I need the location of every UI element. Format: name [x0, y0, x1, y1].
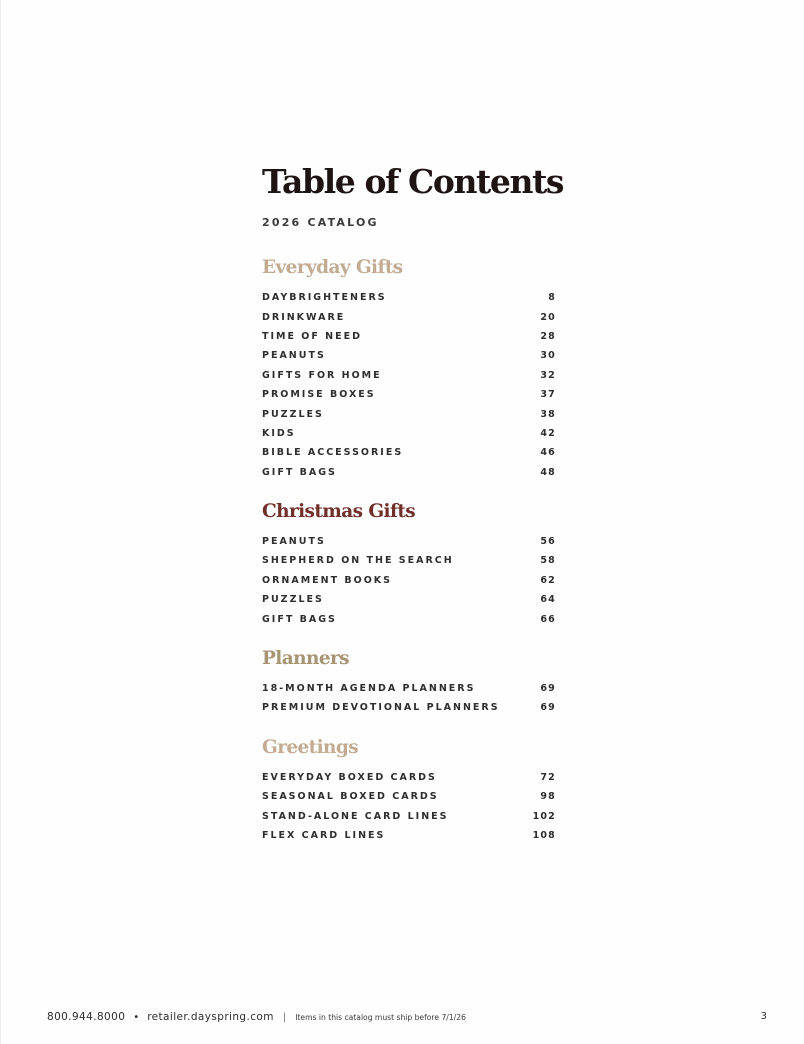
- section-christmas-gifts: [262, 500, 556, 629]
- entry-label: PUZZLES: [262, 408, 324, 420]
- entry-page-number: 38: [540, 408, 556, 420]
- entry-label: BIBLE ACCESSORIES: [262, 447, 404, 459]
- entry-list: [262, 288, 556, 482]
- entry-page-number: 20: [540, 311, 556, 323]
- footer-website: retailer.dayspring.com: [147, 1011, 274, 1023]
- entry-label: FLEX CARD LINES: [262, 830, 386, 841]
- entry-page-number: 64: [540, 594, 556, 606]
- toc-entry: [262, 679, 556, 698]
- toc-entry: [262, 698, 556, 717]
- entry-label: DAYBRIGHTENERS: [262, 292, 387, 304]
- section-heading: Everyday Gifts: [262, 257, 403, 278]
- entry-label: PROMISE BOXES: [262, 389, 376, 401]
- page-title: Table of Contents: [262, 162, 564, 201]
- entry-page-number: 102: [532, 810, 556, 822]
- page-edge: [0, 0, 1, 1044]
- footer-bullet: •: [133, 1011, 140, 1023]
- entry-label: SEASONAL BOXED CARDS: [262, 791, 439, 803]
- footer: [47, 1010, 466, 1024]
- entry-label: GIFT BAGS: [262, 466, 337, 478]
- entry-page-number: 62: [540, 574, 556, 586]
- entry-label: GIFT BAGS: [262, 613, 337, 625]
- entry-page-number: 46: [540, 447, 556, 459]
- entry-page-number: 28: [540, 330, 556, 342]
- entry-label: ORNAMENT BOOKS: [262, 574, 392, 586]
- footer-phone: 800.944.8000: [47, 1011, 126, 1023]
- toc-entry: [262, 404, 556, 423]
- entry-label: PREMIUM DEVOTIONAL PLANNERS: [262, 702, 500, 714]
- toc-entry: [262, 327, 556, 346]
- toc-entry: [262, 806, 556, 825]
- toc-entry: [262, 463, 556, 482]
- toc-entry: [262, 366, 556, 385]
- toc-entry: [262, 424, 556, 443]
- entry-page-number: 108: [532, 830, 556, 841]
- entry-label: DRINKWARE: [262, 311, 346, 323]
- page-number: 3: [760, 1011, 767, 1022]
- toc-entry: [262, 609, 556, 628]
- toc-entry: [262, 307, 556, 326]
- toc-entry: [262, 385, 556, 404]
- entry-label: STAND-ALONE CARD LINES: [262, 810, 449, 822]
- entry-page-number: 48: [540, 466, 556, 478]
- toc-entry: [262, 787, 556, 806]
- entry-page-number: 58: [540, 555, 556, 567]
- toc-entry: [262, 551, 556, 570]
- section-heading: Greetings: [262, 736, 359, 758]
- entry-label: KIDS: [262, 427, 296, 439]
- toc-entry: [262, 571, 556, 590]
- entry-page-number: 72: [540, 771, 556, 783]
- toc-entry: [262, 768, 556, 787]
- footer-separator: |: [282, 1011, 287, 1023]
- entry-list: [262, 768, 556, 846]
- entry-page-number: 69: [540, 702, 556, 714]
- section-heading: Christmas Gifts: [262, 500, 416, 522]
- entry-page-number: 42: [540, 427, 556, 439]
- section-everyday-gifts: [262, 256, 556, 482]
- entry-page-number: 32: [540, 369, 556, 381]
- entry-label: SHEPHERD ON THE SEARCH: [262, 555, 454, 567]
- entry-label: GIFTS FOR HOME: [262, 369, 382, 381]
- toc-entry: [262, 826, 556, 845]
- entry-page-number: 8: [548, 292, 556, 304]
- section-heading: Planners: [262, 647, 349, 669]
- entry-page-number: 98: [540, 791, 556, 803]
- entry-page-number: 30: [540, 350, 556, 362]
- entry-label: PEANUTS: [262, 536, 326, 548]
- footer-shipping-note: Items in this catalog must ship before 7/1/26: [295, 1012, 466, 1022]
- entry-label: PEANUTS: [262, 350, 326, 362]
- entry-list: [262, 532, 556, 629]
- entry-label: TIME OF NEED: [262, 330, 362, 342]
- section-planners: [262, 647, 556, 718]
- section-greetings: [262, 736, 556, 846]
- entry-page-number: 37: [540, 389, 556, 401]
- entry-label: 18-MONTH AGENDA PLANNERS: [262, 683, 476, 695]
- entry-page-number: 69: [540, 683, 556, 695]
- table-of-contents: [262, 162, 564, 845]
- entry-label: EVERYDAY BOXED CARDS: [262, 771, 437, 783]
- toc-entry: [262, 288, 556, 307]
- toc-entry: [262, 443, 556, 462]
- entry-page-number: 56: [540, 536, 556, 548]
- toc-entry: [262, 346, 556, 365]
- toc-entry: [262, 532, 556, 551]
- entry-page-number: 66: [540, 613, 556, 625]
- entry-label: PUZZLES: [262, 594, 324, 606]
- toc-entry: [262, 590, 556, 609]
- entry-list: [262, 679, 556, 718]
- catalog-subtitle: 2026 CATALOG: [262, 216, 379, 229]
